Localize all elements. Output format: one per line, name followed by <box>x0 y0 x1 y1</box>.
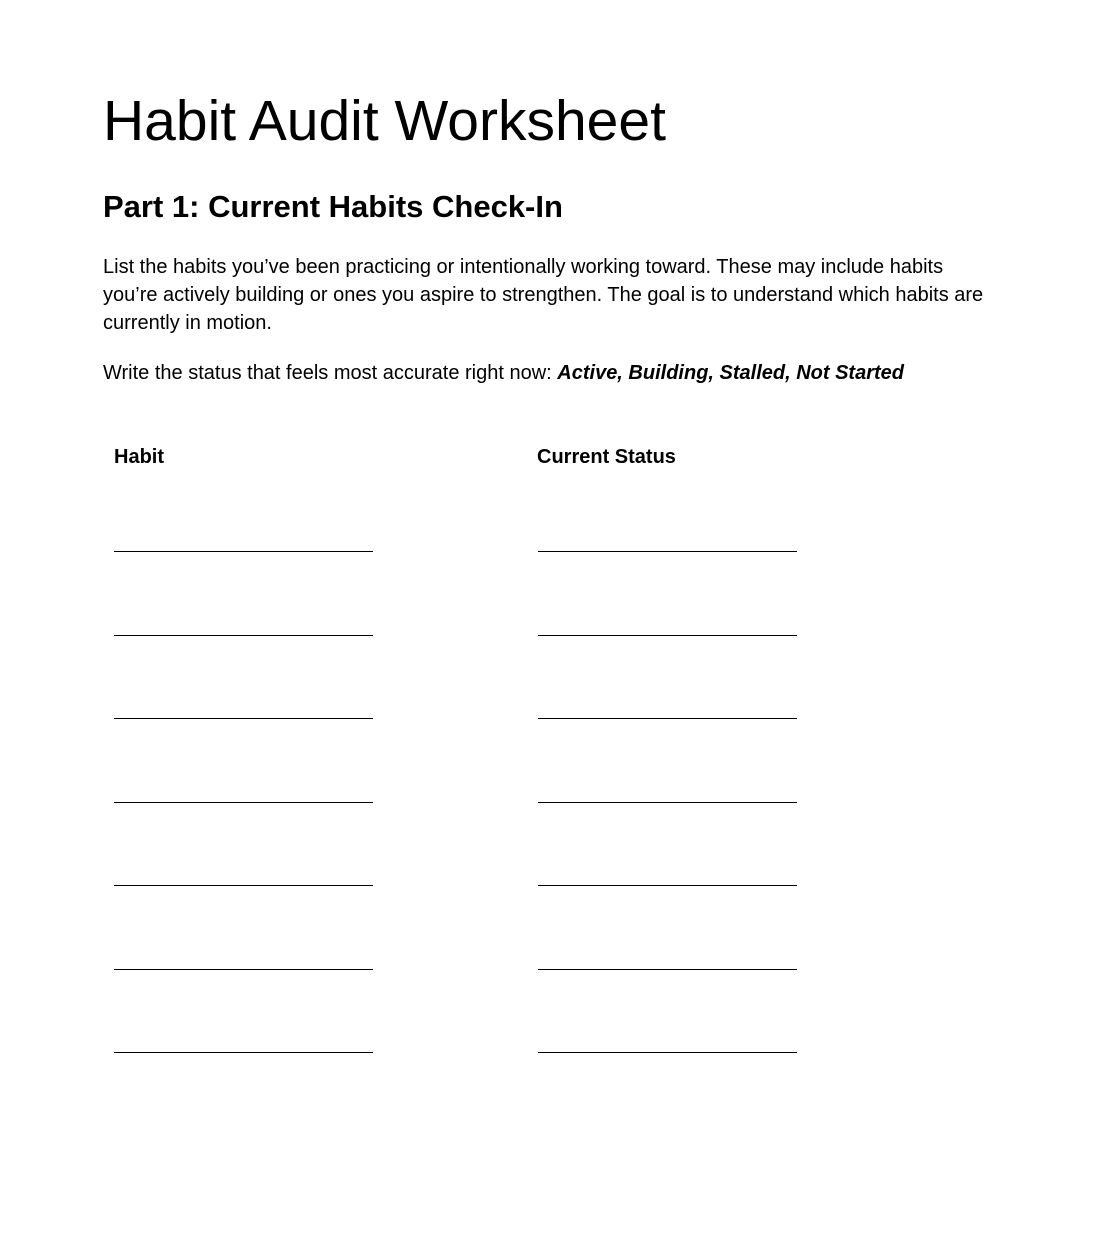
status-instruction <box>103 359 904 387</box>
intro-paragraph: List the habits you’ve been practicing or intentionally working toward. These may include habits you’re actively building or ones you aspire to strengthen. The goal is to understand which habits are currently in motion. <box>103 256 984 334</box>
status-prompt: Write the status that feels most accurate right now: <box>103 362 558 384</box>
habit-blank-line <box>114 551 373 552</box>
habit-blank-line <box>114 885 373 886</box>
habit-column-header: Habit <box>114 446 164 468</box>
status-blank-line <box>538 635 797 636</box>
status-blank-line <box>538 802 797 803</box>
status-blank-line <box>538 969 797 970</box>
habit-blank-line <box>114 1052 373 1053</box>
status-blank-line <box>538 718 797 719</box>
habit-blank-line <box>114 718 373 719</box>
page-title: Habit Audit Worksheet <box>103 89 666 153</box>
habit-blank-line <box>114 969 373 970</box>
status-options: Active, Building, Stalled, Not Started <box>557 362 904 384</box>
habit-blank-line <box>114 635 373 636</box>
status-blank-line <box>538 885 797 886</box>
status-blank-line <box>538 1052 797 1053</box>
status-column-header: Current Status <box>537 446 676 468</box>
status-blank-line <box>538 551 797 552</box>
habit-blank-line <box>114 802 373 803</box>
section-title: Part 1: Current Habits Check-In <box>103 189 563 224</box>
